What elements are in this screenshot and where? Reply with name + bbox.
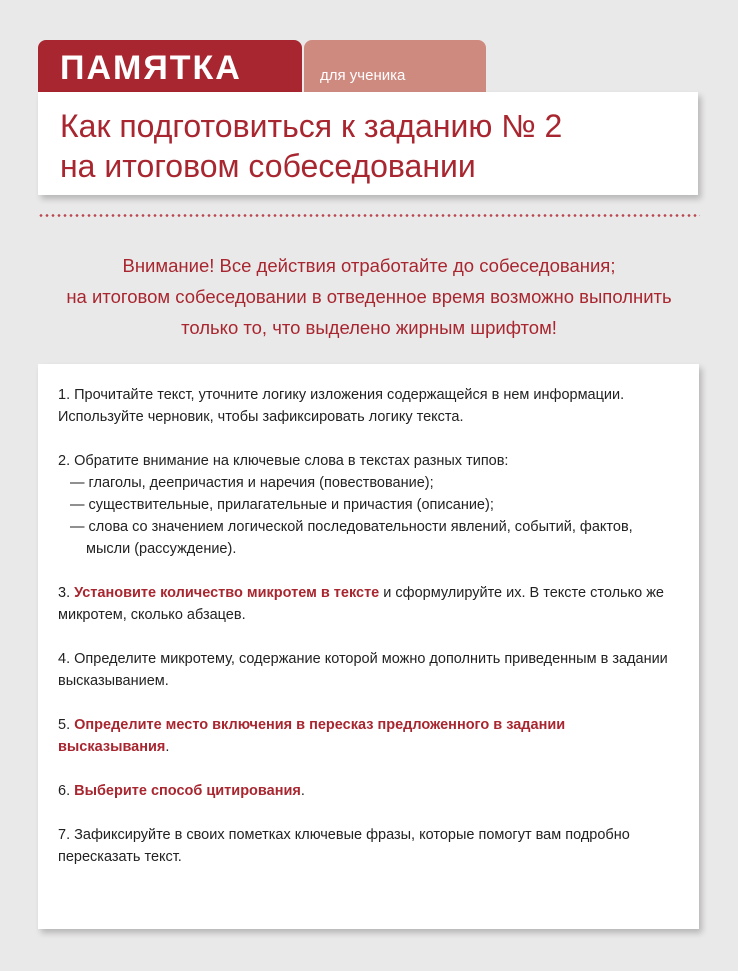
step-2-bullet: — слова со значением логической последовательности явлений, событий, фактов, мысли (рассуждение).	[70, 519, 633, 557]
step-5-line-1	[58, 714, 675, 736]
memo-tab	[38, 40, 302, 100]
step-3	[58, 582, 675, 626]
step-6-number: 6.	[58, 783, 75, 799]
step-3-line-1	[58, 582, 675, 604]
step-7-line-1: 7. Зафиксируйте в своих пометках ключевые фразы, которые помогут вам подробно	[58, 827, 630, 843]
step-6-line-1	[58, 780, 675, 802]
step-1-line-1: 1. Прочитайте текст, уточните логику изложения содержащейся в нем информации.	[58, 387, 625, 403]
audience-tab-label: для ученика	[320, 67, 406, 84]
attention-notice	[38, 250, 700, 343]
step-2-bullet: — существительные, прилагательные и причастия (описание);	[70, 497, 494, 513]
audience-tab	[304, 40, 486, 100]
title-box	[38, 92, 698, 195]
step-5-period: .	[165, 739, 170, 755]
step-1-line-2: Используйте черновик, чтобы зафиксировать логику текста.	[58, 409, 464, 425]
step-5-number: 5.	[58, 717, 75, 733]
step-3-line-2: микротем, сколько абзацев.	[58, 607, 246, 623]
dotted-divider	[38, 214, 700, 217]
page-title-line-1: Как подготовиться к заданию № 2	[60, 108, 563, 144]
memo-tab-label: ПАМЯТКА	[60, 49, 242, 87]
notice-line-1: Внимание! Все действия отработайте до собеседования;	[122, 255, 616, 276]
notice-line-2: на итоговом собеседовании в отведенное время возможно выполнить	[66, 286, 672, 307]
step-4-line-2: высказыванием.	[58, 673, 169, 689]
step-6-bold-text: Выберите способ цитирования	[74, 783, 301, 799]
step-5-bold-text: Определите место включения в пересказ предложенного в задании	[74, 717, 566, 733]
notice-line-3: только то, что выделено жирным шрифтом!	[181, 317, 557, 338]
step-3-bold-text: Установите количество микротем в тексте	[74, 585, 380, 601]
step-2-bullet: — глаголы, деепричастия и наречия (повествование);	[70, 475, 434, 491]
step-6	[58, 780, 675, 802]
step-7-line-2: пересказать текст.	[58, 849, 182, 865]
step-3-rest: и сформулируйте их. В тексте столько же	[379, 585, 664, 601]
step-1	[58, 384, 675, 428]
step-3-number: 3.	[58, 585, 75, 601]
page-title-line-2: на итоговом собеседовании	[60, 148, 476, 184]
step-7	[58, 824, 675, 868]
step-2-intro: 2. Обратите внимание на ключевые слова в текстах разных типов:	[58, 453, 509, 469]
step-5	[58, 714, 675, 758]
step-5-line-2	[58, 736, 675, 758]
step-2	[58, 450, 675, 560]
steps-card	[38, 364, 699, 929]
step-4	[58, 648, 675, 692]
step-6-period: .	[300, 783, 305, 799]
step-5-bold-text-cont: высказывания	[58, 739, 166, 755]
step-4-line-1: 4. Определите микротему, содержание которой можно дополнить приведенным в задании	[58, 651, 668, 667]
